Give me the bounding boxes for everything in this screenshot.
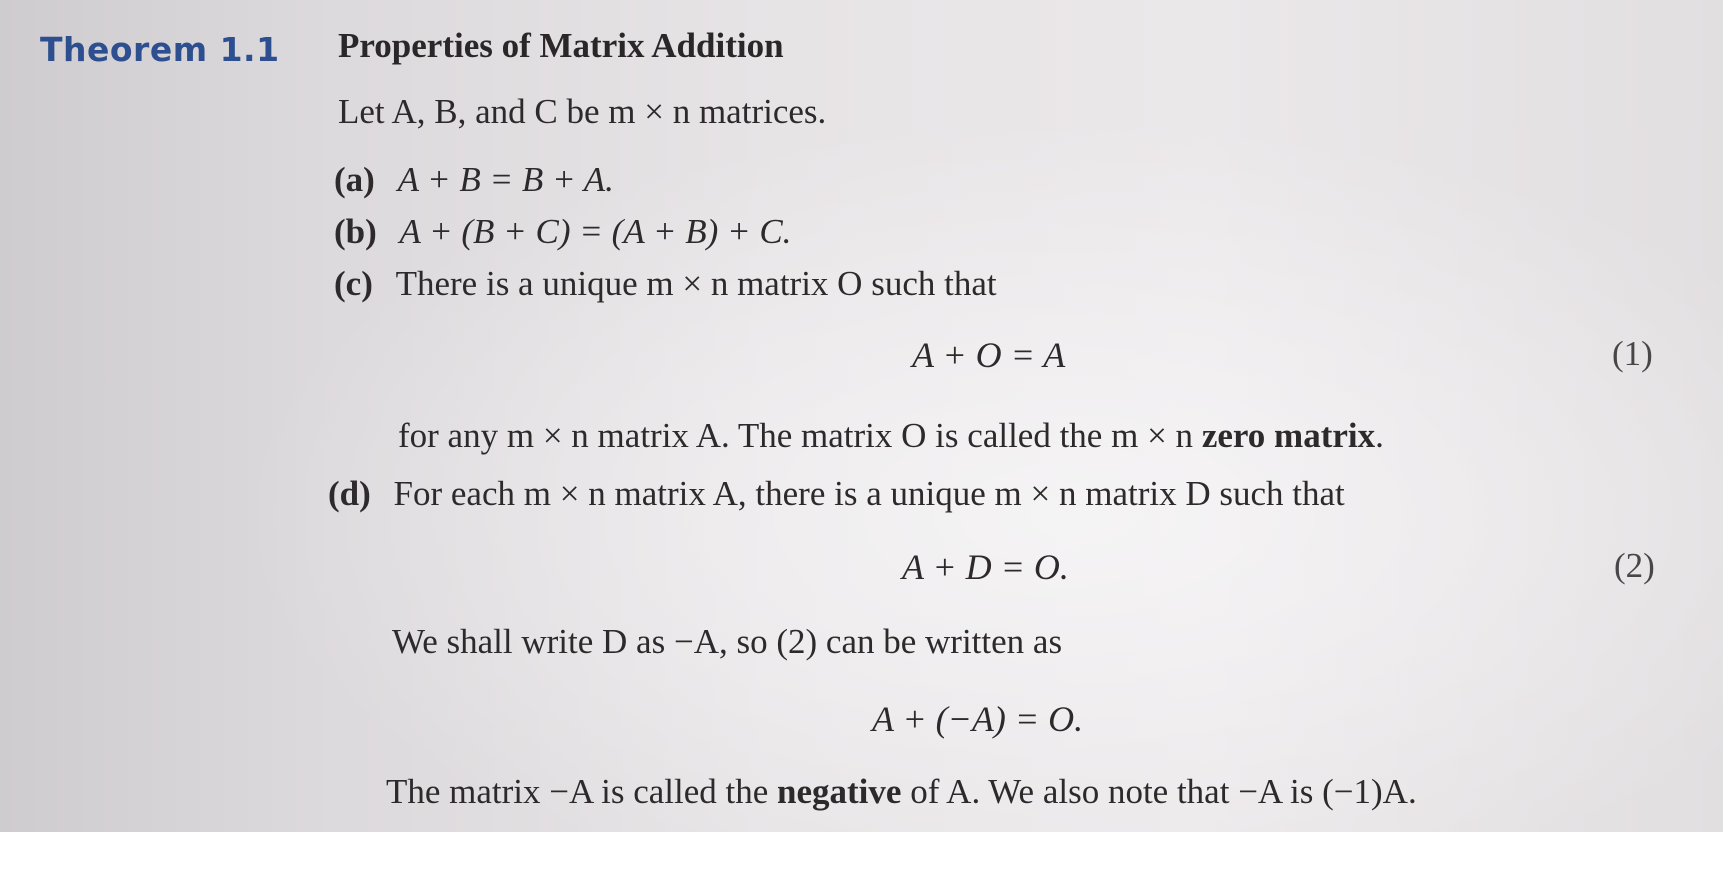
item-d-note: We shall write D as −A, so (2) can be written as [392,622,1063,661]
equation-1-number: (1) [1612,334,1653,373]
item-c-continuation [398,416,1384,456]
equation-1: A + O = A [912,335,1066,375]
item-d-final-rest: of A. We also note that −A is (−1)A. [910,772,1417,811]
item-a [334,160,614,200]
item-d-final [386,772,1417,812]
item-d-label: (d) [328,474,371,513]
negative-term: negative [777,772,902,811]
item-d-text: For each m × n matrix A, there is a unique m × n matrix D such that [393,474,1345,513]
theorem-title: Properties of Matrix Addition [338,26,784,65]
item-b-text: A + (B + C) = (A + B) + C. [399,212,792,251]
item-a-text: A + B = B + A. [397,160,614,199]
equation-2: A + D = O. [902,547,1069,587]
theorem-label: Theorem 1.1 [40,30,280,69]
item-c-continuation-text: for any m × n matrix A. The matrix O is called the m × n [398,416,1194,455]
item-c-label: (c) [334,264,373,303]
item-c-text: There is a unique m × n matrix O such that [395,264,997,303]
zero-matrix-term: zero matrix [1201,416,1376,455]
bottom-margin [0,832,1723,874]
item-b-label: (b) [334,212,377,251]
item-d [328,474,1345,514]
theorem-intro: Let A, B, and C be m × n matrices. [338,92,827,131]
item-a-label: (a) [334,160,375,199]
equation-negative: A + (−A) = O. [872,699,1084,739]
item-b [334,212,791,252]
equation-2-number: (2) [1614,546,1655,585]
item-c [334,264,997,304]
item-d-final-text: The matrix −A is called the [386,772,769,811]
item-c-period: . [1375,416,1384,455]
